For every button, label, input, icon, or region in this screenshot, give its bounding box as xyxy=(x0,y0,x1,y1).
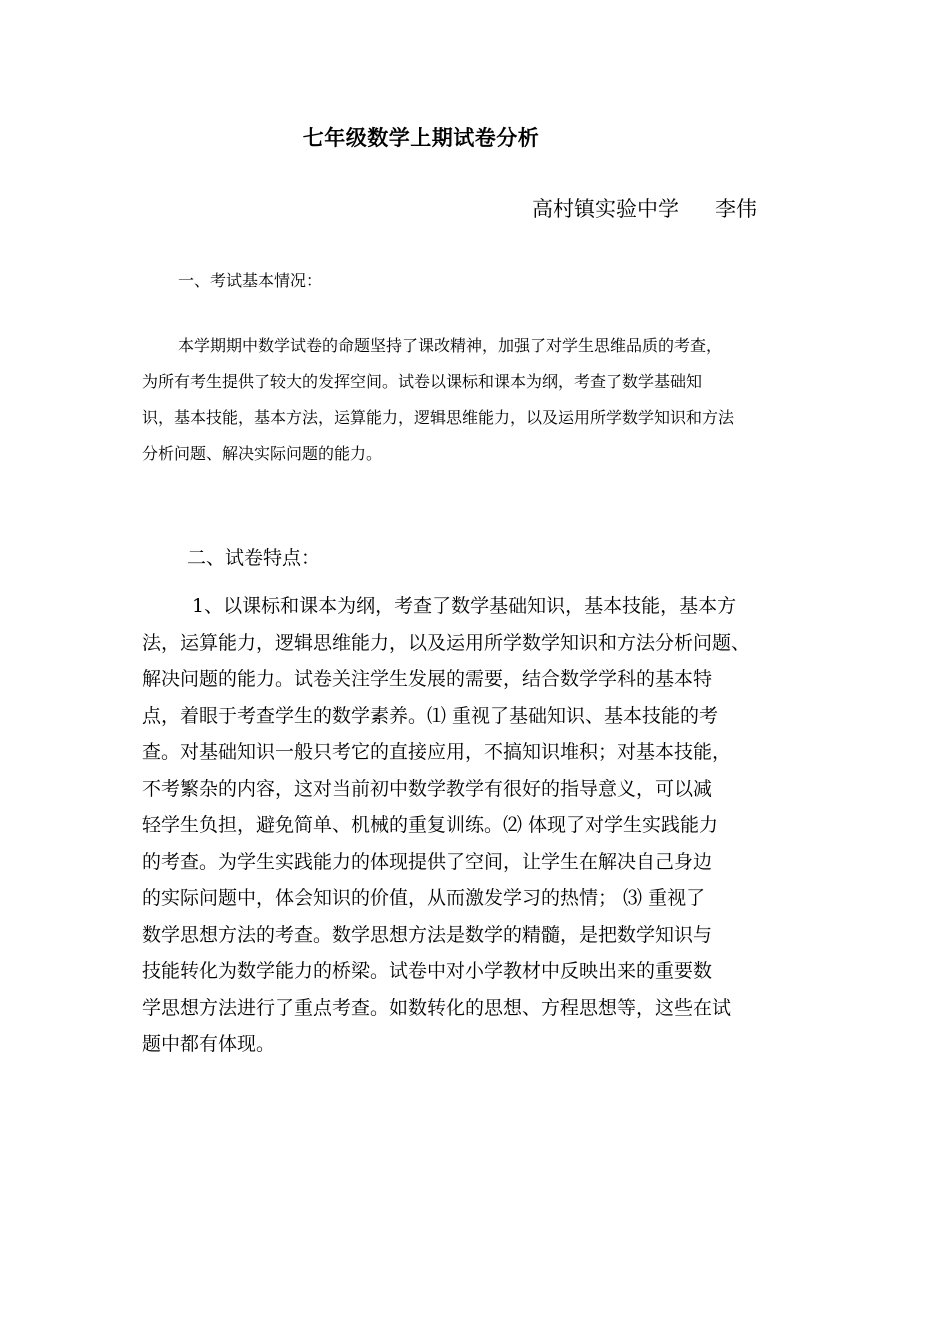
paragraph-line: 轻学生负担，避免简单、机械的重复训练。⑵ 体现了对学生实践能力 xyxy=(142,814,719,836)
section-paragraph xyxy=(142,328,842,472)
section-heading: 二、试卷特点： xyxy=(187,547,321,569)
paragraph-line: 分析问题、解决实际问题的能力。 xyxy=(142,444,383,463)
author-name: 李伟 xyxy=(715,197,757,221)
paragraph-line: 解决问题的能力。试卷关注学生发展的需要，结合数学学科的基本特 xyxy=(142,668,713,690)
school-name: 高村镇实验中学 xyxy=(532,197,679,221)
paragraph-line: 学思想方法进行了重点考查。如数转化的思想、方程思想等，这些在试 xyxy=(142,996,732,1019)
paragraph-line: 本学期期中数学试卷的命题坚持了课改精神，加强了对学生思维品质的考查， xyxy=(178,336,723,355)
author-line xyxy=(532,193,757,223)
paragraph-line: 查。对基础知识一般只考它的直接应用，不搞知识堆积；对基本技能， xyxy=(142,741,732,763)
paragraph-line: 的实际问题中，体会知识的价值，从而激发学习的热情； ⑶ 重视了 xyxy=(142,887,706,909)
paragraph-line: 数学思想方法的考查。数学思想方法是数学的精髓，是把数学知识与 xyxy=(142,923,713,946)
paragraph-line: 法，运算能力，逻辑思维能力，以及运用所学数学知识和方法分析问题、 xyxy=(142,631,751,654)
paragraph-line: 题中都有体现。 xyxy=(142,1033,276,1055)
document-title: 七年级数学上期试卷分析 xyxy=(302,125,540,150)
section-heading: 一、考试基本情况： xyxy=(178,271,323,290)
paragraph-line: 为所有考生提供了较大的发挥空间。试卷以课标和课本为纲，考查了数学基础知 xyxy=(142,372,703,391)
paragraph-line: 点，着眼于考查学生的数学素养。⑴ 重视了基础知识、基本技能的考 xyxy=(142,704,719,727)
paragraph-line: 的考查。为学生实践能力的体现提供了空间，让学生在解决自己身边 xyxy=(142,850,713,873)
paragraph-line: 识，基本技能，基本方法，运算能力，逻辑思维能力，以及运用所学数学知识和方法 xyxy=(142,408,735,427)
paragraph-line: 不考繁杂的内容，这对当前初中数学教学有很好的指导意义，可以减 xyxy=(142,777,713,800)
paragraph-line: 1、以课标和课本为纲，考查了数学基础知识，基本技能，基本方 xyxy=(192,595,737,617)
section-paragraph xyxy=(142,588,862,1063)
paragraph-line: 技能转化为数学能力的桥梁。试卷中对小学教材中反映出来的重要数 xyxy=(142,960,713,982)
